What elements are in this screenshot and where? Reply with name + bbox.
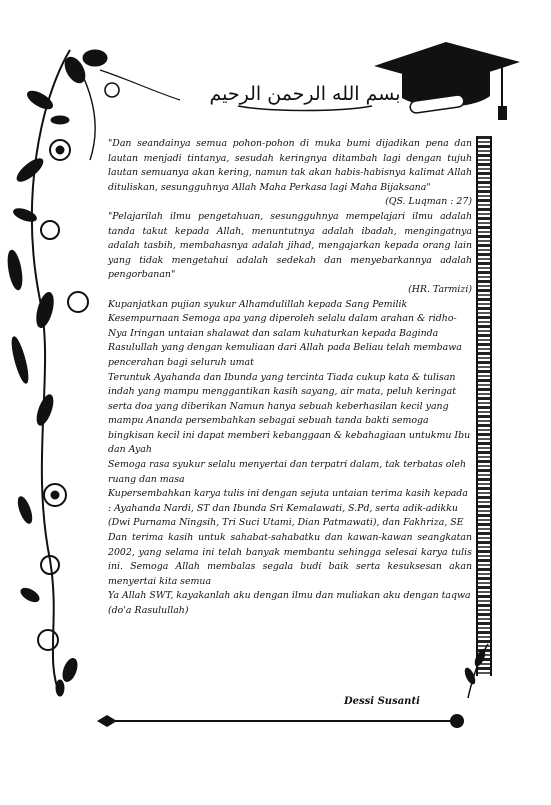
- parents-paragraph: Teruntuk Ayahanda dan Ibunda yang tercinta Tiada cukup kata & tulisan indah yang mampu menggantikan kasih sayang, air mata, peluh keringat serta doa yang diberikan Namun hanya sebuah keberhasilan kecil yang mampu Ananda persembahkan sebagai sebuah tanda bakti semoga bingkisan kecil ini dapat memberi kebanggaan & kebahagiaan untukmu Ibu dan Ayah: [108, 371, 471, 456]
- quran-quote-source: (QS. Luqman : 27): [385, 196, 472, 208]
- prayer-paragraph: Ya Allah SWT, kayakanlah aku dengan ilmu dan muliakan aku dengan taqwa (do'a Rasulullah): [108, 590, 471, 616]
- hadith-quote-source: (HR. Tarmizi): [408, 283, 472, 295]
- hadith-quote: "Pelajarilah ilmu pengetahuan, sesungguhnya mempelajari ilmu adalah tanda takut kepada Allah, menuntutnya adalah ibadah, mengingatnya adalah tasbih, membahasnya adalah jihad, mengajarkan kepada orang lain yang tidak mengetahui adalah sedekah dan menyebarkannya adalah pengorbanan": [108, 210, 472, 281]
- dedication-text: [108, 137, 472, 619]
- graduation-cap-icon: [372, 40, 522, 122]
- family-paragraph: Kupersembahkan karya tulis ini dengan sejuta untaian terima kasih kepada : Ayahanda Nardi, ST dan Ibunda Sri Kemalawati, S.Pd, serta adik-adikku (Dwi Purnama Ningsih, Tri Suci Utami, Dian Patmawati), dan Fakhriza, SE: [108, 488, 468, 529]
- leaf-ornament-icon: [458, 640, 492, 700]
- quran-quote: "Dan seandainya semua pohon-pohon di muka bumi dijadikan pena dan lautan menjadi tintanya, sesudah keringnya ditambah lagi dengan tujuh lautan semuanya akan kering, namun tak akan habis-habisnya kalimat Allah dituliskan, sesungguhnya Allah Maha Perkasa lagi Maha Bijaksana": [108, 138, 472, 193]
- gratitude-paragraph: Kupanjatkan pujian syukur Alhamdulillah kepada Sang Pemilik Kesempurnaan Semoga apa yang diperoleh selalu dalam arahan & ridho-Nya Iringan untaian shalawat dan salam kuhaturkan kepada Baginda Rasulullah yang dengan kemuliaan dari Allah pada Beliau telah membawa pencerahan bagi seluruh umat: [108, 298, 462, 368]
- bottom-ornament-line: [95, 713, 467, 729]
- svg-text:بسم الله الرحمن الرحيم: بسم الله الرحمن الرحيم: [209, 83, 401, 105]
- decorative-border-rail: [476, 136, 492, 676]
- hope-paragraph: Semoga rasa syukur selalu menyertai dan terpatri dalam, tak terbatas oleh ruang dan masa: [108, 459, 466, 485]
- friends-paragraph: Dan terima kasih untuk sahabat-sahabatku dan kawan-kawan seangkatan 2002, yang selama ini telah banyak membantu sehingga selesai karya tulis ini. Semoga Allah membalas segala budi baik serta kesuksesan akan menyertai kita semua: [108, 532, 472, 587]
- bismillah-calligraphy: [209, 70, 401, 114]
- signature: Dessi Susanti: [344, 696, 420, 707]
- floral-border-illustration: [0, 40, 120, 700]
